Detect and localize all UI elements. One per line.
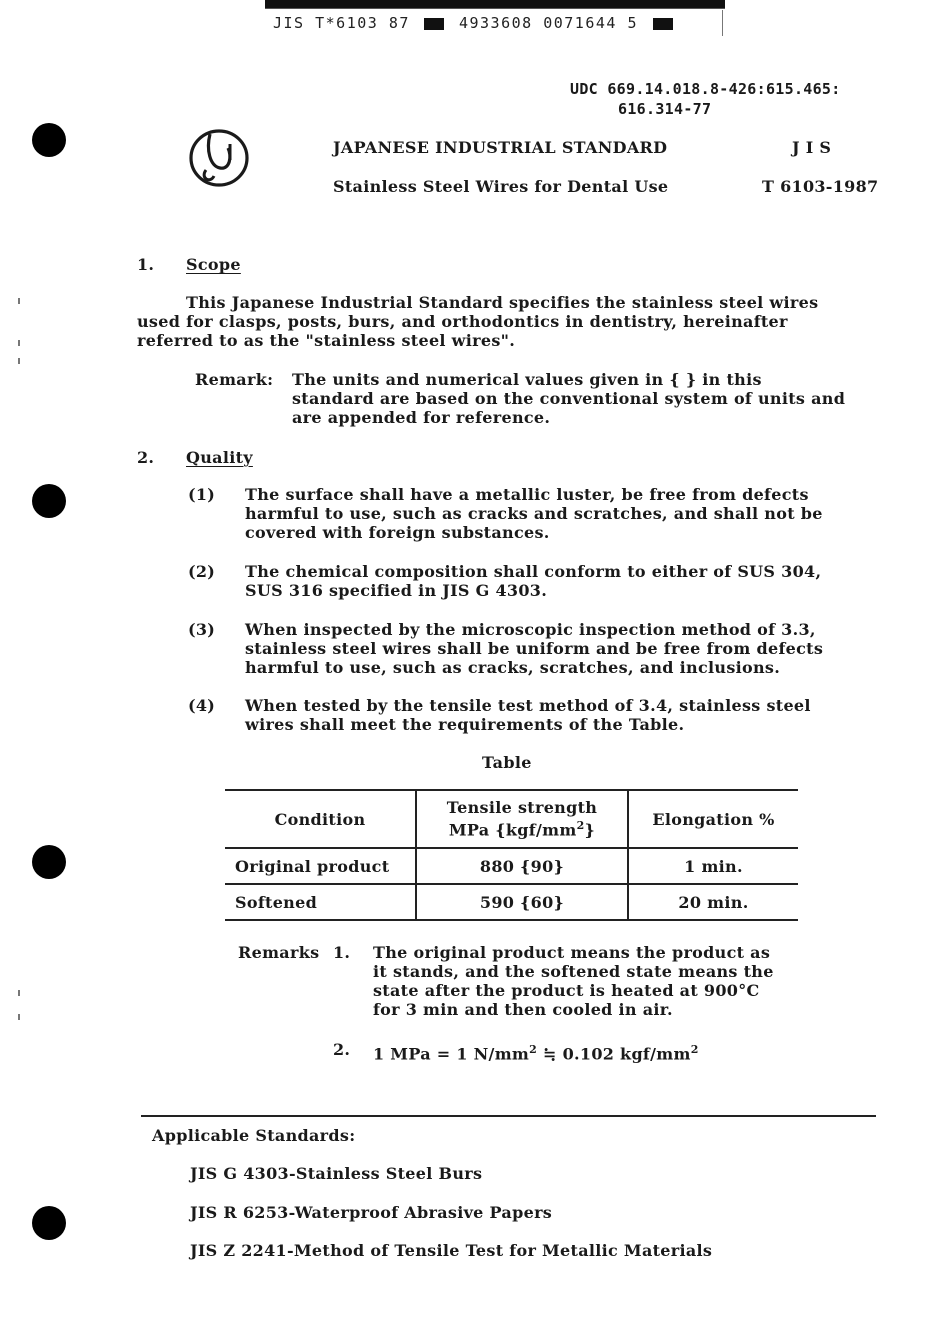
section-1-heading: Scope bbox=[186, 255, 241, 274]
remark-label: Remark: bbox=[195, 370, 274, 389]
scan-speck bbox=[18, 990, 20, 996]
table-header-row bbox=[225, 790, 798, 848]
remark-2-sup-2: 2 bbox=[690, 1043, 699, 1056]
header-condition: Condition bbox=[274, 809, 366, 829]
remark-2-part-b: ≒ 0.102 kgf/mm bbox=[537, 1044, 691, 1064]
item-2-line-1: The chemical composition shall conform to either of SUS 304, bbox=[245, 562, 822, 581]
scan-top-rule bbox=[265, 8, 725, 9]
header-tensile-line-1: Tensile strength bbox=[446, 797, 598, 817]
scan-top-bar bbox=[265, 0, 725, 8]
udc-line-2: 616.314-77 bbox=[618, 100, 712, 118]
remark-2-number: 2. bbox=[333, 1040, 351, 1059]
scan-speck bbox=[18, 298, 20, 304]
table-row bbox=[225, 884, 798, 920]
punch-hole bbox=[32, 123, 66, 157]
remark-2-sup-1: 2 bbox=[529, 1043, 538, 1056]
cell-condition: Softened bbox=[235, 892, 318, 912]
header-tensile-close: } bbox=[584, 820, 596, 840]
item-4-number: (4) bbox=[188, 696, 216, 715]
remark-line-2: standard are based on the conventional system of units and bbox=[292, 389, 846, 408]
remark-1-line-2: it stands, and the softened state means the bbox=[373, 962, 774, 981]
applicable-item-2: JIS R 6253-Waterproof Abrasive Papers bbox=[190, 1203, 553, 1222]
item-2-number: (2) bbox=[188, 562, 216, 581]
cell-elongation: 1 min. bbox=[684, 856, 743, 876]
cell-tensile: 880 {90} bbox=[416, 848, 628, 884]
punch-hole bbox=[32, 845, 66, 879]
item-1-number: (1) bbox=[188, 485, 216, 504]
scan-speck bbox=[18, 340, 20, 346]
udc-line-1: UDC 669.14.018.8-426:615.465: bbox=[570, 80, 841, 98]
remarks-label: Remarks bbox=[238, 943, 320, 962]
header-elongation: Elongation % bbox=[652, 809, 775, 829]
cell-condition: Original product bbox=[235, 856, 390, 876]
item-2-line-2: SUS 316 specified in JIS G 4303. bbox=[245, 581, 548, 600]
barcode-text-a: JIS T*6103 87 bbox=[273, 14, 410, 32]
scope-line-1: This Japanese Industrial Standard specifies the stainless steel wires bbox=[186, 293, 819, 312]
applicable-heading: Applicable Standards: bbox=[152, 1126, 356, 1145]
barcode-line bbox=[273, 14, 677, 32]
section-divider bbox=[141, 1115, 876, 1117]
tensile-table bbox=[225, 789, 798, 921]
item-4-line-1: When tested by the tensile test method of 3.4, stainless steel bbox=[245, 696, 811, 715]
scan-speck bbox=[18, 358, 20, 364]
header-tensile-strength bbox=[416, 790, 628, 848]
item-3-number: (3) bbox=[188, 620, 216, 639]
scan-speck bbox=[18, 1014, 20, 1020]
header-tensile-unit: MPa {kgf/mm bbox=[448, 820, 577, 840]
scan-tick bbox=[722, 10, 723, 36]
jis-mark-icon bbox=[186, 126, 252, 190]
header-tensile-sup: 2 bbox=[576, 818, 585, 832]
remark-1-line-4: for 3 min and then cooled in air. bbox=[373, 1000, 673, 1019]
barcode-block-icon bbox=[424, 18, 444, 30]
applicable-item-3: JIS Z 2241-Method of Tensile Test for Metallic Materials bbox=[190, 1241, 713, 1260]
item-1-line-1: The surface shall have a metallic luster, be free from defects bbox=[245, 485, 809, 504]
cell-elongation: 20 min. bbox=[678, 892, 749, 912]
jis-label: J I S bbox=[792, 138, 832, 157]
item-1-line-2: harmful to use, such as cracks and scratches, and shall not be bbox=[245, 504, 823, 523]
section-2-number: 2. bbox=[137, 448, 155, 467]
standard-number: T 6103-1987 bbox=[762, 177, 879, 196]
org-name: JAPANESE INDUSTRIAL STANDARD bbox=[333, 138, 668, 157]
standard-title: Stainless Steel Wires for Dental Use bbox=[333, 177, 669, 196]
scope-line-2: used for clasps, posts, burs, and orthodontics in dentistry, hereinafter bbox=[137, 312, 788, 331]
scope-line-3: referred to as the "stainless steel wires". bbox=[137, 331, 516, 350]
punch-hole bbox=[32, 1206, 66, 1240]
remark-2-formula bbox=[373, 1040, 699, 1064]
item-3-line-3: harmful to use, such as cracks, scratches, and inclusions. bbox=[245, 658, 781, 677]
applicable-item-1: JIS G 4303-Stainless Steel Burs bbox=[190, 1164, 483, 1183]
item-1-line-3: covered with foreign substances. bbox=[245, 523, 550, 542]
section-2-heading: Quality bbox=[186, 448, 253, 467]
remark-line-3: are appended for reference. bbox=[292, 408, 551, 427]
punch-hole bbox=[32, 484, 66, 518]
barcode-text-b: 4933608 0071644 5 bbox=[458, 14, 638, 32]
item-3-line-1: When inspected by the microscopic inspection method of 3.3, bbox=[245, 620, 816, 639]
cell-tensile: 590 {60} bbox=[416, 884, 628, 920]
item-3-line-2: stainless steel wires shall be uniform and be free from defects bbox=[245, 639, 824, 658]
remark-1-line-1: The original product means the product as bbox=[373, 943, 771, 962]
section-1-number: 1. bbox=[137, 255, 155, 274]
item-4-line-2: wires shall meet the requirements of the Table. bbox=[245, 715, 685, 734]
remark-1-number: 1. bbox=[333, 943, 351, 962]
remark-1-line-3: state after the product is heated at 900°C bbox=[373, 981, 760, 1000]
remark-line-1: The units and numerical values given in { } in this bbox=[292, 370, 762, 389]
remark-2-part-a: 1 MPa = 1 N/mm bbox=[373, 1044, 530, 1064]
barcode-block-icon bbox=[653, 18, 673, 30]
table-row bbox=[225, 848, 798, 884]
table-caption: Table bbox=[482, 753, 532, 772]
